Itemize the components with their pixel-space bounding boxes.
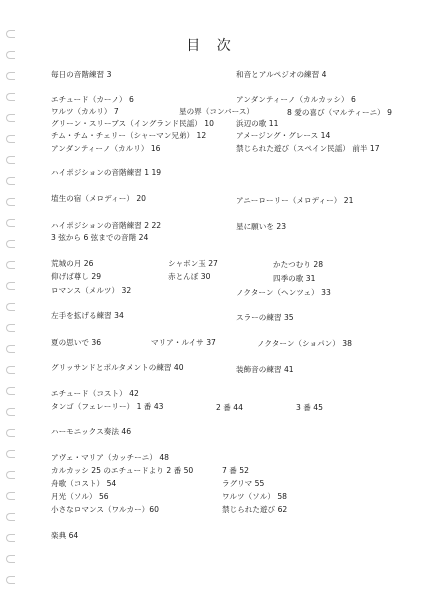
toc-entry: 8 愛の喜び（マルティーニ） 9: [287, 108, 393, 117]
toc-entry: 赤とんぼ 30: [168, 272, 211, 281]
toc-entry: シャボン玉 27: [168, 259, 218, 268]
toc-entry: 夏の思いで 36: [51, 338, 102, 347]
toc-entry: 装飾音の練習 41: [236, 365, 294, 374]
toc-entry: ワルツ（ソル） 58: [222, 492, 288, 501]
toc-entry: 禁じられた遊び（スペイン民謡） 前半 17: [236, 144, 380, 153]
page-title: 目 次: [186, 38, 237, 54]
toc-entry: 楽典 64: [51, 531, 79, 540]
toc-entry: ノクターン（ショパン） 38: [257, 339, 352, 348]
toc-entry: エチュード（コスト） 42: [51, 389, 139, 398]
toc-entry: グリーン・スリーブス（イングランド民謡） 10: [51, 119, 214, 128]
toc-entry: 毎日の音階練習 3: [51, 70, 112, 79]
spiral-binding: [4, 30, 18, 590]
toc-entry: 小さなロマンス（ワルカー）60: [51, 505, 159, 514]
toc-entry: カルカッシ 25 のエチュードより 2 番 50: [51, 466, 194, 475]
toc-entry: ハーモニックス奏法 46: [51, 427, 132, 436]
toc-entry: ラグリマ 55: [222, 479, 265, 488]
toc-entry: マリア・ルイサ 37: [151, 338, 216, 347]
toc-entry: 3 番 45: [296, 403, 323, 412]
toc-entry: ノクターン（ヘンツェ） 33: [236, 288, 331, 297]
toc-entry: スラーの練習 35: [236, 313, 294, 322]
toc-entry: ハイポジションの音階練習 1 19: [51, 168, 162, 177]
toc-entry: 四季の歌 31: [273, 274, 316, 283]
toc-entry: 浜辺の歌 11: [236, 119, 279, 128]
toc-entry: ワルツ（カルリ） 7: [51, 107, 119, 116]
toc-entry: かたつむり 28: [273, 260, 324, 269]
toc-entry: 左手を拡げる練習 34: [51, 311, 124, 320]
toc-entry: 荒城の月 26: [51, 259, 94, 268]
toc-entry: アンダンティーノ（カルカッシ） 6: [236, 95, 356, 104]
toc-entry: エチュード（カーノ） 6: [51, 95, 134, 104]
toc-entry: アメージング・グレース 14: [236, 131, 331, 140]
toc-entry: 禁じられた遊び 62: [222, 505, 288, 514]
toc-entry: チム・チム・チェリー（シャーマン兄弟） 12: [51, 131, 207, 140]
toc-entry: アニーローリー（メロディー） 21: [236, 196, 354, 205]
toc-entry: グリッサンドとポルタメントの練習 40: [51, 363, 184, 372]
toc-entry: 舟歌（コスト） 54: [51, 479, 117, 488]
toc-entry: 埴生の宿（メロディー） 20: [51, 194, 146, 203]
toc-entry: 7 番 52: [222, 466, 249, 475]
toc-entry: ロマンス（メルツ） 32: [51, 286, 132, 295]
toc-entry: アヴェ・マリア（カッチーニ） 48: [51, 453, 170, 462]
toc-entry: アンダンティーノ（カルリ） 16: [51, 144, 161, 153]
toc-entry: 星に願いを 23: [236, 222, 287, 231]
toc-entry: 3 弦から 6 弦までの音階 24: [51, 233, 149, 242]
toc-entry: 和音とアルペジオの練習 4: [236, 70, 327, 79]
toc-entry: 仰げば尊し 29: [51, 272, 102, 281]
toc-entry: タンゴ（フェレーリー） 1 番 43: [51, 402, 164, 411]
toc-entry: 2 番 44: [216, 403, 243, 412]
toc-entry: 月光（ソル） 56: [51, 492, 109, 501]
toc-entry: 星の界（コンバース）: [179, 107, 255, 116]
toc-entry: ハイポジションの音階練習 2 22: [51, 221, 162, 230]
